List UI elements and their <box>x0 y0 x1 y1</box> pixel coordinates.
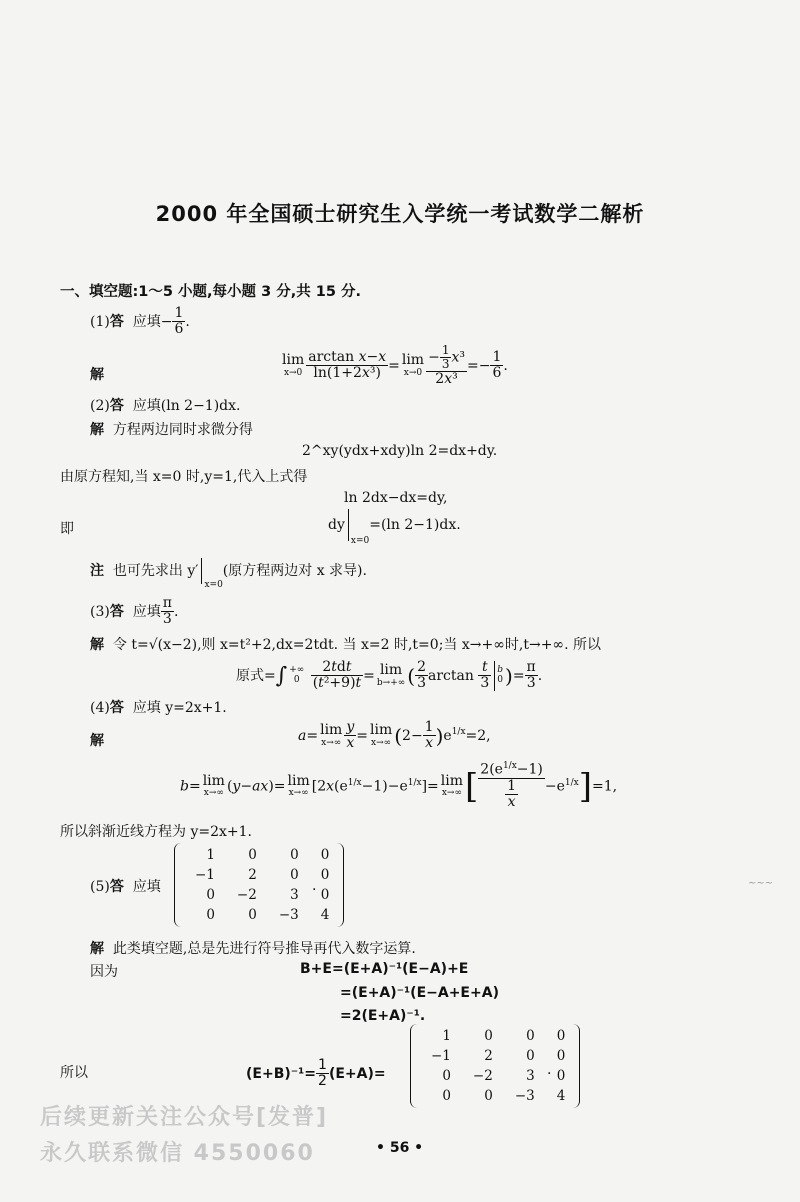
watermark-line1: 后续更新关注公众号[发普] <box>40 1105 329 1130</box>
matrix-cell: 0 <box>556 1048 566 1064</box>
matrix-cell: 0 <box>526 1028 535 1044</box>
matrix-cell: 4 <box>556 1088 566 1104</box>
matrix-cell: 0 <box>442 1088 451 1104</box>
q5-step1: B+E=(E+A)⁻¹(E−A)+E <box>300 961 469 977</box>
q5-answer-period: . <box>312 878 317 894</box>
matrix-cell: −2 <box>236 887 257 903</box>
matrix-cell: 0 <box>442 1068 451 1084</box>
q2-answer: (2)答 应填(ln 2−1)dx. <box>90 398 241 414</box>
matrix-cell: 0 <box>526 1048 535 1064</box>
q4-eq-a: a= lim x→∞ $\frac{y}{x}$ = lim x→∞ (2− $\frac{1}{x}$ )$e^{1/x}=2$, <box>298 719 491 752</box>
q2-step1: 解 方程两边同时求微分得 <box>90 422 253 438</box>
matrix-cell: 0 <box>320 847 330 863</box>
q2-note: 注 也可先求出 $y'_{x=0}$(原方程两边对 x 求导). <box>90 558 367 590</box>
q5-step3: =2(E+A)⁻¹. <box>340 1008 426 1024</box>
matrix-cell: 1 <box>206 847 215 863</box>
q5-step2: =(E+A)⁻¹(E−A+E+A) <box>340 985 499 1001</box>
matrix-cell: −2 <box>472 1068 493 1084</box>
q3-integral-equation: 原式=∫ +∞ 0 $\frac{\text{2tdt}}{\text{(t²+9)t}}$ = lim b→+∞ ( $\frac{2}{3}$ arctan $\frac{t}{3}$ b 0 )= $\frac{\pi}{3}$ . <box>236 659 543 692</box>
matrix-cell: 0 <box>320 867 330 883</box>
matrix-cell: −3 <box>278 907 299 923</box>
page-number: • 56 • <box>376 1140 424 1156</box>
matrix-cell: −1 <box>195 867 215 883</box>
q4-conclusion: 所以斜渐近线方程为 y=2x+1. <box>60 824 252 840</box>
q5-yinwei: 因为 <box>90 964 118 980</box>
q2-step2: 由原方程知,当 x=0 时,y=1,代入上式得 <box>60 469 308 485</box>
matrix-cell: 2 <box>248 867 257 883</box>
matrix-cell: 0 <box>290 847 299 863</box>
matrix-cell: 0 <box>248 847 257 863</box>
q5-final-period: . <box>547 1062 552 1078</box>
q4-solution-label: 解 <box>90 733 104 749</box>
scan-mark: ~~~ <box>748 878 774 889</box>
q1-solution-label: 解 <box>90 367 104 383</box>
q4-answer: (4)答 应填 y=2x+1. <box>90 700 227 716</box>
matrix-cell: 3 <box>526 1068 535 1084</box>
q5-final-matrix <box>410 1024 580 1112</box>
matrix-cell: 0 <box>320 887 330 903</box>
matrix-cell: 2 <box>484 1048 493 1064</box>
matrix-cell: 0 <box>484 1088 493 1104</box>
q3-solution: 解 令 t=√(x−2),则 x=t²+2,dx=2tdt. 当 x=2 时,t=0;当 x→+∞时,t→+∞. 所以 <box>90 637 601 653</box>
q2-eq2: ln 2dx−dx=dy, <box>344 490 448 506</box>
matrix-cell: 3 <box>290 887 299 903</box>
matrix-cell: −1 <box>431 1048 451 1064</box>
matrix-cell: 0 <box>248 907 257 923</box>
q2-eq1: 2^xy(ydx+xdy)ln 2=dx+dy. <box>302 443 498 459</box>
q5-answer-label: (5)答 应填 <box>90 879 161 895</box>
matrix-cell: 0 <box>206 887 215 903</box>
matrix-cell: 0 <box>290 867 299 883</box>
q5-final-eq: (E+B)⁻¹= $\frac{1}{2}$ (E+A)= <box>246 1057 386 1090</box>
q5-answer-matrix <box>174 843 344 931</box>
matrix-cell: −3 <box>514 1088 535 1104</box>
matrix-cell: 1 <box>442 1028 451 1044</box>
q5-suoyi: 所以 <box>60 1065 88 1081</box>
watermark-line2: 永久联系微信 4550060 <box>40 1141 315 1166</box>
q1-limit-equation: lim x→0 $\frac{\text{arctan x−x}}{\text{ln(1+2x³)}}$ = lim x→0 − $\frac{1}{3}$ x³ 2x³ =− $\frac{1}{6}$ . <box>282 343 508 388</box>
page-title: 2000 年全国硕士研究生入学统一考试数学二解析 <box>155 202 645 226</box>
matrix-cell: 0 <box>484 1028 493 1044</box>
q4-eq-b: b= lim x→∞ (y−ax)= lim x→∞ $[2x(e^{1/x}-1)-e^{1/x}]=$ lim x→∞ [ $\frac{2(e^{1/x}-1)}{\frac{1}{x}}$ $-e^{1/x}]=1$, <box>180 761 618 811</box>
q5-solution: 解 此类填空题,总是先进行符号推导再代入数字运算. <box>90 941 416 957</box>
q1-answer: (1)答 应填− $\frac{1}{6}$ . <box>90 305 190 338</box>
q2-ji-label: 即 <box>60 521 74 537</box>
q3-answer: (3)答 应填 $\frac{\pi}{3}$ . <box>90 595 179 628</box>
matrix-cell: 0 <box>206 907 215 923</box>
q2-eq3: $dy_{x=0}=(\ln$ 2−1)dx. <box>328 509 461 546</box>
matrix-cell: 0 <box>556 1028 566 1044</box>
section-heading: 一、填空题:1～5 小题,每小题 3 分,共 15 分. <box>60 284 362 300</box>
matrix-cell: 4 <box>320 907 330 923</box>
matrix-cell: 0 <box>556 1068 566 1084</box>
